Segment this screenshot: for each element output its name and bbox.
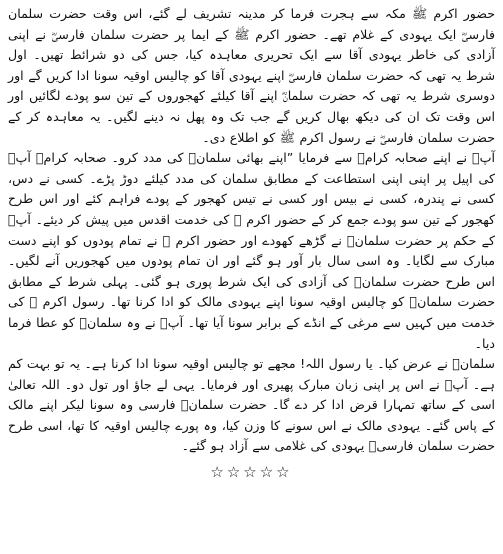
paragraph-gold-payment: سلمانؓ نے عرض کیا۔ یا رسول اللہ! مجھے تو چالیس اوقیہ سونا ادا کرنا ہے۔ یہ تو بہت کم ہے۔ آپؐ نے اس پر اپنی زبان مبارک پھیری اور فرمایا۔ یہی لے جاؤ اور تول دو۔ اللہ تعالیٰ اسی کے ساتھ تمہارا قرض ادا کر دے گا۔ حضرت سلمانؓ فارسی وہ سونا لیکر اپنے مالک کے پاس گئے۔ یہودی مالک نے اس سونے کا وزن کیا، وہ پورے چالیس اوقیہ کا تھا، اسی طرح حضرت سلمان فارسیؓ یہودی کی غلامی سے آزاد ہو گئے۔ bbox=[8, 356, 495, 454]
star-separator: ☆☆☆☆☆ bbox=[210, 463, 293, 482]
paragraph-companions-help: آپؐ نے اپنے صحابہ کرامؓ سے فرمایا ”اپنے بھائی سلمانؓ کی مدد کرو۔ صحابہ کرامؓ آپؐ کی اپیل پر اپنی اپنی استطاعت کے مطابق سلمان کی مدد کیلئے دوڑ پڑے۔ کسی نے دس، کسی نے پندرہ، کسی نے بیس اور کسی نے تیس کھجور کے پودے فراہم کئے اور اس طرح کھجور کے تین سو پودے جمع کر کے حضور اکرم ﷺ کی خدمت اقدس میں پیش کر دیئے۔ آپؐ کے حکم پر حضرت سلمانؓ نے گڑھے کھودے اور حضور اکرم ﷺ نے تمام پودوں کو اپنے دست مبارک سے لگایا۔ وہ اسی سال بار آور ہو گئے اور ان تمام پودوں میں کھجوریں آنے لگیں۔ اس طرح حضرت سلمانؓ کی آزادی کی ایک شرط پوری ہو گئی۔ پہلی شرط کے مطابق حضرت سلمانؓ کو چالیس اوقیہ سونا اپنے یہودی مالک کو ادا کرنا تھا۔ رسول اکرم ﷺ کی خدمت میں کہیں سے مرغی کے انڈے کے برابر سونا آیا تھا۔ آپؐ نے وہ سلمانؓ کو عطا فرما دیا۔ bbox=[8, 150, 495, 351]
paragraph-hijrah-agreement: حضور اکرم ﷺ مکہ سے ہجرت فرما کر مدینہ تشریف لے گئے، اس وقت حضرت سلمان فارسیؓ ایک یہودی کے غلام تھے۔ حضور اکرم ﷺ کے ایما پر حضرت سلمان فارسیؓ نے اپنی آزادی کی خاطر یہودی آقا سے ایک تحریری معاہدہ کیا، جس کی دو شرائط تھیں۔ اول شرط یہ تھی کہ حضرت سلمان فارسیؓ اپنے یہودی آقا کو چالیس اوقیہ سونا ادا کریں گے اور دوسری شرط یہ تھی کہ حضرت سلمانؓ اپنے آقا کیلئے کھجوروں کے تین سو پودے لگائیں اور اس وقت تک ان کی دیکھ بھال کریں گے جب تک وہ پھل نہ دینے لگیں۔ یہ معاہدہ کر کے حضرت سلمان فارسیؓ نے رسول اکرم ﷺ کو اطلاع دی۔ bbox=[8, 6, 496, 145]
